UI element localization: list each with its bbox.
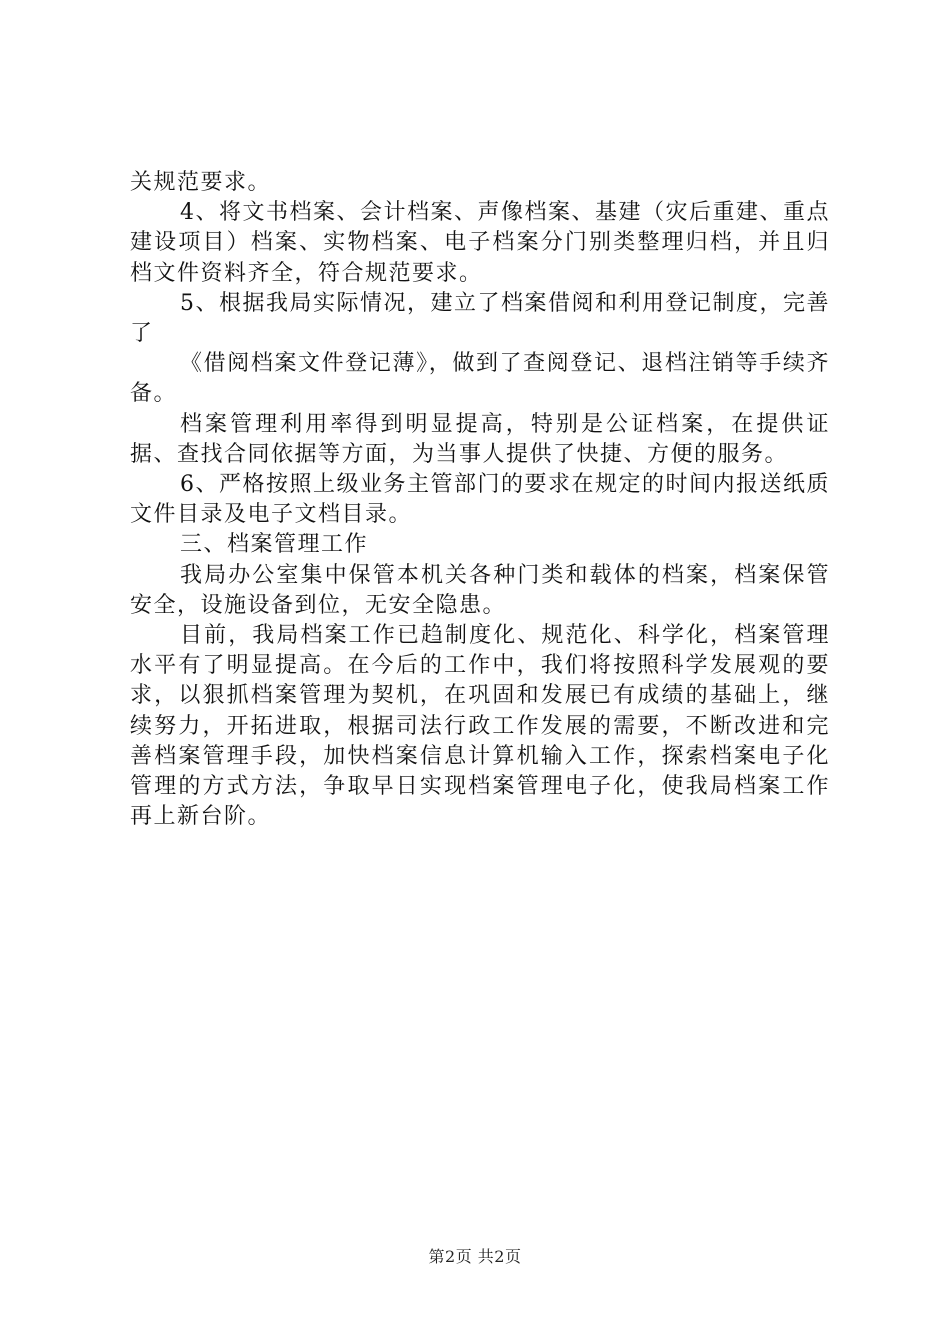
page-footer [0, 1244, 950, 1267]
section-heading: 三、档案管理工作 [180, 532, 369, 558]
paragraph-5: 档案管理利用率得到明显提高，特别是公证档案，在提供证据、查找合同依据等方面，为当事人提供了快捷、方便的服务。 [130, 411, 830, 467]
paragraph-7: 我局办公室集中保管本机关各种门类和载体的档案，档案保管安全，设施设备到位，无安全隐患。 [130, 562, 830, 618]
paragraph-8: 目前，我局档案工作已趋制度化、规范化、科学化，档案管理水平有了明显提高。在今后的工作中，我们将按照科学发展观的要求，以狠抓档案管理为契机，在巩固和发展已有成绩的基础上，继续努力，开拓进取，根据司法行政工作发展的需要，不断改进和完善档案管理手段，加快档案信息计算机输入工作，探索档案电子化管理的方式方法，争取早日实现档案管理电子化，使我局档案工作再上新台阶。 [130, 623, 830, 830]
paragraph-6: 6、严格按照上级业务主管部门的要求在规定的时间内报送纸质文件目录及电子文档目录。 [130, 472, 830, 528]
paragraph-4: 《借阅档案文件登记薄》，做到了查阅登记、退档注销等手续齐备。 [130, 351, 830, 407]
paragraph-1: 关规范要求。 [130, 170, 272, 195]
page-number: 第2页 共2页 [428, 1247, 522, 1266]
paragraph-2: 4、将文书档案、会计档案、声像档案、基建（灾后重建、重点建设项目）档案、实物档案、电子档案分门别类整理归档，并且归档文件资料齐全，符合规范要求。 [130, 200, 830, 286]
document-body [130, 168, 830, 832]
paragraph-3: 5、根据我局实际情况，建立了档案借阅和利用登记制度，完善了 [130, 290, 830, 347]
